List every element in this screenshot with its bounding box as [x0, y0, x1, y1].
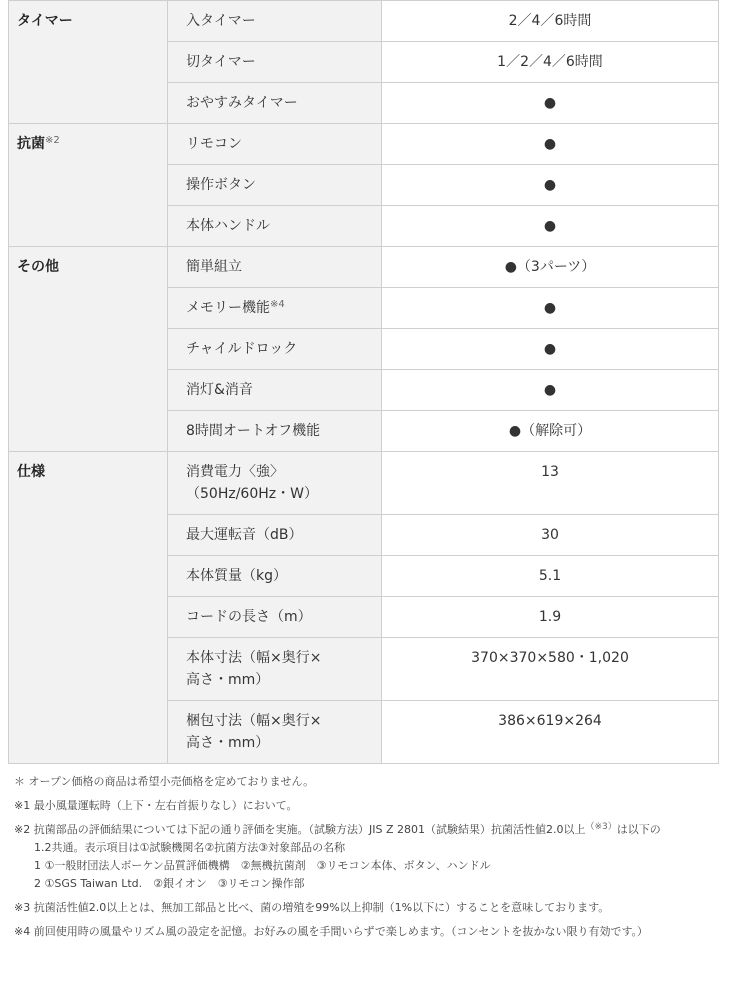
row-value: ● — [382, 288, 719, 329]
row-value: ● — [382, 370, 719, 411]
note-1: ※1 最小風量運転時（上下・左右首振りなし）において。 — [14, 799, 298, 812]
row-value: ● — [382, 83, 719, 124]
note-2-line4: 2 ①SGS Taiwan Ltd. ②銀イオン ③リモコン操作部 — [34, 877, 305, 890]
row-label: 操作ボタン — [168, 165, 382, 206]
row-label: 切タイマー — [168, 42, 382, 83]
row-label: 本体質量（kg） — [168, 556, 382, 597]
row-label: 消費電力〈強〉 （50Hz/60Hz・W） — [168, 452, 382, 515]
row-value: 2／4／6時間 — [382, 1, 719, 42]
row-value: 1.9 — [382, 597, 719, 638]
spec-table — [8, 0, 719, 764]
row-label: リモコン — [168, 124, 382, 165]
row-value: ● — [382, 165, 719, 206]
row-label: コードの長さ（m） — [168, 597, 382, 638]
note-asterisk: ＊ オープン価格の商品は希望小売価格を定めておりません。 — [14, 775, 315, 788]
row-label: 梱包寸法（幅×奥行× 高さ・mm） — [168, 701, 382, 764]
table-row — [9, 1, 719, 42]
row-value: ● — [382, 206, 719, 247]
note-4: ※4 前回使用時の風量やリズム風の設定を記憶。お好みの風を手間いらずで楽しめます。（コンセントを抜かない限り有効です。） — [14, 925, 649, 938]
row-value: ● — [382, 329, 719, 370]
footnote-ref: ※2 — [45, 135, 60, 146]
footnote-ref: （※3） — [585, 822, 617, 832]
category-other: その他 — [9, 247, 168, 452]
row-value: ● — [382, 124, 719, 165]
row-label: 消灯&消音 — [168, 370, 382, 411]
row-value: 30 — [382, 515, 719, 556]
row-label: 本体ハンドル — [168, 206, 382, 247]
row-label: おやすみタイマー — [168, 83, 382, 124]
note-2: ※2 抗菌部品の評価結果については下記の通り評価を実施。（試験方法）JIS Z 2801（試験結果）抗菌活性値2.0以上$^{(※3)}$は以下の 1.2共通。表示項目は①試験機関名②抗菌方法③対象部品の名称 1 ①一般財団法人ボーケン品質評価機構 ②無機抗菌剤 ③リモコン本体、ボタン、ハンドル 2 ①SGS Taiwan Ltd. ②銀イオン ③リモコン操作部 — [14, 821, 726, 893]
category-timer: タイマー — [9, 1, 168, 124]
row-value: 13 — [382, 452, 719, 515]
row-label: 簡単組立 — [168, 247, 382, 288]
row-label: 入タイマー — [168, 1, 382, 42]
table-row — [9, 247, 719, 288]
table-row — [9, 452, 719, 515]
footnote-ref: ※4 — [270, 299, 285, 310]
category-spec: 仕様 — [9, 452, 168, 764]
category-antibacterial: 抗菌$^{※2}$ — [9, 124, 168, 247]
row-value: ●（3パーツ） — [382, 247, 719, 288]
row-value: 1／2／4／6時間 — [382, 42, 719, 83]
row-label: チャイルドロック — [168, 329, 382, 370]
row-value: 5.1 — [382, 556, 719, 597]
row-value: 370×370×580・1,020 — [382, 638, 719, 701]
note-2-line3: 1 ①一般財団法人ボーケン品質評価機構 ②無機抗菌剤 ③リモコン本体、ボタン、ハンドル — [34, 859, 491, 872]
table-row — [9, 124, 719, 165]
row-value: ●（解除可） — [382, 411, 719, 452]
row-value: 386×619×264 — [382, 701, 719, 764]
row-label: 8時間オートオフ機能 — [168, 411, 382, 452]
note-2-line2: 1.2共通。表示項目は①試験機関名②抗菌方法③対象部品の名称 — [34, 841, 346, 854]
row-label: 最大運転音（dB） — [168, 515, 382, 556]
note-3: ※3 抗菌活性値2.0以上とは、無加工部品と比べ、菌の増殖を99%以上抑制（1%以下に）することを意味しております。 — [14, 901, 610, 914]
row-label: 本体寸法（幅×奥行× 高さ・mm） — [168, 638, 382, 701]
footnotes — [14, 773, 726, 947]
row-label: メモリー機能$^{※4}$ — [168, 288, 382, 329]
